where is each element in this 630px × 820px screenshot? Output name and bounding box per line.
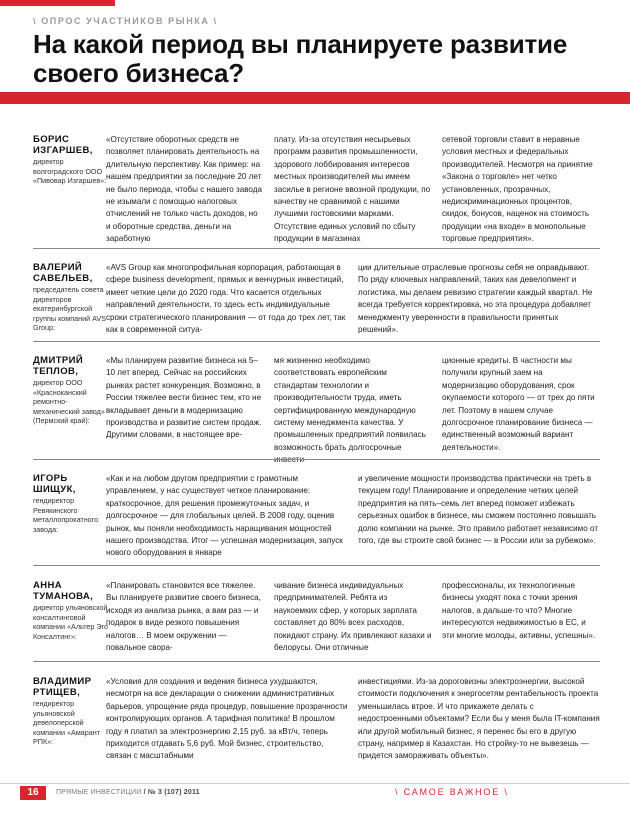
entry-divider <box>33 565 600 566</box>
survey-entry <box>33 355 600 460</box>
quote-column: «Планировать становится все тяжелее. Вы планируете развитие своего бизнеса, исходя из анализа рынка, а вам раз — и подарок в виде резкого повышения налогов… В моем окружении — повальное свора- <box>106 581 261 653</box>
top-accent-block <box>0 0 115 6</box>
entry-divider <box>33 341 600 342</box>
quote-column: «Мы планируем развитие бизнеса на 5–10 лет вперед. Сейчас на российских рынках растет конкуренция. Возможно, в России тяжелее вести бизнес тем, кто не вкладывает деньги в модернизацию производства и развитие систем продаж. Другими словами, в настоящее вре- <box>106 356 262 440</box>
quote-column: ционные кредиты. В частности мы получили крупный заем на модернизацию оборудования, срок окупаемости которого — от трех до пяти лет. Поэтому в нашем случае долгосрочное планирование бизнеса — единственный возможный вариант деятельности». <box>442 356 595 452</box>
respondent-name: ВЛАДИМИР РТИЩЕВ, <box>33 676 92 698</box>
respondent-role: директор ООО «Красноканский ремонтно-механический завод» (Пермский край): <box>33 378 105 426</box>
respondent-name: ВАЛЕРИЙ САВЕЛЬЕВ, <box>33 262 93 284</box>
survey-entry <box>33 676 600 776</box>
respondent-name: ИГОРЬ ШИЩУК, <box>33 473 76 495</box>
magazine-name: ПРЯМЫЕ ИНВЕСТИЦИИ <box>56 789 142 796</box>
quote-column: плату. Из-за отсутствия несырьевых программ развития промышленности, здорового лоббирования интересов местных производителей мы имеем засилье в регионе ввозной продукции, по качеству не сравнимой с нашими лучшими гостовскими марками. Отсутствие единых условий по сбыту продукции в магазинах <box>274 135 431 244</box>
entry-divider <box>33 459 600 460</box>
respondent-role: гендиректор ульяновской девелоперской компании «Амарант РПК»: <box>33 699 101 747</box>
survey-entry <box>33 580 600 662</box>
respondent-name: ДМИТРИЙ ТЕПЛОВ, <box>33 355 84 377</box>
respondent-quote <box>106 473 600 560</box>
magazine-credit <box>56 789 200 796</box>
survey-entry <box>33 473 600 566</box>
quote-column: «AVS Group как многопрофильная корпорация, работающая в сфере business development, прямых и венчурных инвестиций, имеет четкие цели до 2020 года. Что касается отдельных направлений деятельности, то здесь есть индивидуальные сроки стратегического планирования — от года до трех лет, так как в современной ситуа- <box>106 263 346 335</box>
quote-column: чивание бизнеса индивидуальных предпринимателей. Ребята из наукоемких сфер, у которых зарплата составляет до 80% всех расходов, покидают страну. Их привлекают казахи и белорусы. Они отличные <box>274 581 432 653</box>
survey-entry <box>33 134 600 249</box>
respondent-quote <box>106 262 600 336</box>
page-number: 16 <box>20 786 46 800</box>
respondent <box>33 580 113 641</box>
section-label: \ САМОЕ ВАЖНОЕ \ <box>395 787 509 797</box>
title-divider-band <box>0 92 630 104</box>
quote-column: мя жизненно необходимо соответствовать европейским стандартам технологии и производительности труда, иметь сертифицированную международную систему менеджмента качества. У промышленных предприятий появилась возможность брать долгосрочные <box>274 356 426 452</box>
respondent-quote <box>106 676 600 763</box>
quote-column: «Условия для создания и ведения бизнеса ухудшаются, несмотря на все декларации о снижении административных барьеров, упрощение ряда процедур, повышение прозрачности контролирующих органов. А тарифная политика! В прошлом году я платил за электроэнергию 2,15 руб. за кВт/ч, теперь приходится отдавать 5,6 руб. Мой бизнес, строительство, связан с масштабными <box>106 677 348 761</box>
top-accent-bar <box>0 0 630 6</box>
rubric-label: \ ОПРОС УЧАСТНИКОВ РЫНКА \ <box>33 16 218 26</box>
entry-divider <box>33 248 600 249</box>
respondent-name: АННА ТУМАНОВА, <box>33 580 94 602</box>
quote-column: сетевой торговли ставит в неравные условия местных и федеральных производителей. Несмотря на принятие «Закона о торговле» нет четко установленных, прозрачных, недискриминационных процентов, скидок, бонусов, наценок на стоимость продукции «на входе» в монопольные торговые предприятия». <box>442 135 593 244</box>
respondent <box>33 676 113 747</box>
respondent-quote <box>106 580 600 654</box>
quote-column: «Отсутствие оборотных средств не позволяет планировать деятельность на длительную перспективу. Как пример: на нашем предприятии за последние 20 лет не было периода, чтобы с нашего завода не изымали с помощью налоговых отчислений не только часть доходов, но и оборотные средства, деньги на заработную <box>106 135 262 244</box>
respondent <box>33 473 113 534</box>
quote-column: инвестициями. Из-за дороговизны электроэнергии, высокой стоимости подключения к энергосетям рентабельность проекта уменьшилась втрое. И что прикажете делать с недостроенными объектами? Если бы у меня была IT-компания или другой мобильный бизнес, я перенес бы его в другую страну, например в Казахстан. Но стройку-то не вывезешь — придется замораживать объекты». <box>358 677 600 761</box>
respondent <box>33 355 113 426</box>
footer-divider <box>0 783 630 784</box>
respondent-role: директор ульяновской консалтинговой компании «Альтер Эго Консалтинг»: <box>33 603 109 641</box>
respondent <box>33 262 113 333</box>
page-title: На какой период вы планируете развитие своего бизнеса? <box>33 29 568 88</box>
respondent-role: гендиректор Ревякинского металлопрокатного завода: <box>33 496 99 534</box>
quote-column: профессионалы, их технологичные бизнесы уходят пока с точки зрения налогов, а дальше-то что? Многие интересуются недвижимостью в ЕС, и эти многие молоды, активны, успешны». <box>442 581 596 640</box>
respondent-quote <box>106 355 600 467</box>
entry-divider <box>33 661 600 662</box>
respondent-role: председатель совета директоров екатеринбургской группы компаний AVS Group: <box>33 285 106 333</box>
respondent-name: БОРИС ИЗГАРШЕВ, <box>33 134 93 156</box>
respondent <box>33 134 113 186</box>
survey-entry <box>33 262 600 342</box>
respondent-quote <box>106 134 600 246</box>
issue-number: / № 3 (107) 2011 <box>141 789 200 796</box>
quote-column: «Как и на любом другом предприятии с грамотным управлением, у нас существует четкое планирование: краткосрочное, для решения промежуточных задач, и долгосрочное — для глобальных целей. В 2008 году, оценив рынок, мы поняли необходимость наращивания мощностей нашего производства. Итог — успешная модернизация, запуск нового оборудования в январе <box>106 474 343 558</box>
quote-column: и увеличение мощности производства практически на треть в текущем году! Планирование и определение четких целей предприятия на пять–семь лет вперед поможет избежать серьезных ошибок в бизнесе, мы сможем постоянно повышать долю компании на рынке. Это правило работает независимо от того, где вы строите свой бизнес — в России или за рубежом». <box>358 474 599 546</box>
quote-column: ции длительные отраслевые прогнозы себя не оправдывают. По ряду ключевых направлений, таких как девелопмент и логистика, мы делаем ревизию стратегии каждый квартал. Не всегда требуется корректировка, но эта процедура добавляет менеджменту уверенности в правильности принятых решений». <box>358 263 593 335</box>
respondent-role: директор волгоградского ООО «Пивовар Изгаршев»: <box>33 157 107 186</box>
